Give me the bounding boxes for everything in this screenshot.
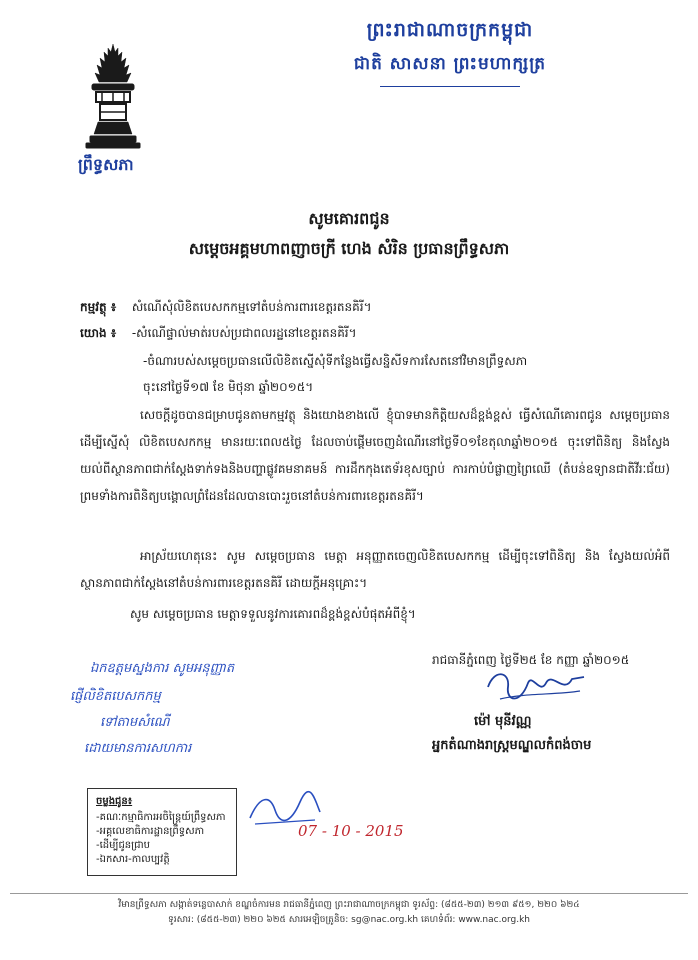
reference-line-3: ចុះនៅថ្ងៃទី១៧ ខែ មិថុនា ឆ្នាំ២០១៥។ xyxy=(143,380,314,394)
subject-label: កម្មវត្ថុ ៖ xyxy=(80,300,117,314)
reference-line-1: -សំណើផ្ទាល់មាត់របស់ប្រជាពលរដ្ឋនៅខេត្តរតនគិរី។ xyxy=(131,326,357,340)
salutation: សូមគោរពជូន xyxy=(308,209,390,228)
footer-contact: ទូរសារ: (៨៥៥-២៣) ២២០ ៦២៥ សារអេឡិចត្រូនិច: sg@nac.org.kh គេហទំព័រ: www.nac.org.kh xyxy=(168,915,530,925)
letter-date: រាជធានីភ្នំពេញ ថ្ងៃទី២៥ ខែ កញ្ញា ឆ្នាំ២០១៥ xyxy=(432,653,630,667)
signatory-title: អ្នកតំណាងរាស្ត្រមណ្ឌលកំពង់ចាម xyxy=(432,738,592,753)
handwritten-note-line-2: ផ្ញើលិខិតបេសកកម្ម xyxy=(70,689,161,704)
body-paragraph-3: សូម សម្តេចប្រធាន មេត្តាទទួលនូវការគោរពដ៏ខ្ពង់ខ្ពស់បំផុតអំពីខ្ញុំ។ xyxy=(130,607,416,621)
cc-box xyxy=(87,788,237,876)
subject-row xyxy=(80,298,371,316)
cc-item: -ឯកសារ-កាលប្បវត្តិ xyxy=(96,854,170,865)
motto-divider xyxy=(380,86,520,87)
handwritten-note-line-4: ដោយមានការសហការ xyxy=(84,741,192,756)
reference-label: យោង ៖ xyxy=(80,326,117,340)
cc-item: -អគ្គលេខាធិការដ្ឋានព្រឹទ្ធសភា xyxy=(96,826,205,837)
footer-divider xyxy=(10,893,688,894)
senate-emblem-icon xyxy=(82,42,144,150)
institution-name: ព្រឹទ្ធសភា xyxy=(78,155,134,174)
cc-item: -ដើម្បីជូនជ្រាប xyxy=(96,840,150,851)
cc-item: -គណៈកម្មាធិការអចិន្ត្រៃយ៍ព្រឹទ្ធសភា xyxy=(96,812,226,823)
kingdom-title: ព្រះរាជាណាចក្រកម្ពុជា xyxy=(366,19,534,41)
cc-title: ចម្លងជូន៖ xyxy=(96,796,133,807)
signatory-name: ម៉ៅ មុនីវណ្ណ xyxy=(474,714,532,729)
body-paragraph-1: សេចក្តីដូចបានជម្រាបជូនតាមកម្មវត្ថុ និងយោងខាងលើ ខ្ញុំបាទមានកិត្តិយសដ៏ខ្ពង់ខ្ពស់ ធ្វើសំណើគោរពជូន សម្តេចប្រធាន ដើម្បីស្នើសុំ លិខិតបេសកកម្ម មានរយៈពេល៥ថ្ងៃ ដែលចាប់ផ្តើមចេញដំណើរនៅថ្ងៃទី០១ខែតុលាឆ្នាំ២០១៥ ចុះទៅពិនិត្យ និងស្វែងយល់ពីស្ថានភាពជាក់ស្តែងទាក់ទងនិងបញ្ហាផ្លូវគមនាគមន៍ ការដឹកកុងតេទ័រខុសច្បាប់ ការកាប់បំផ្លាញព្រៃឈើ (តំបន់ឧទ្យានជាតិវីរៈជ័យ) ព្រមទាំងការពិនិត្យបង្គោលព្រំដែនដែលបានបោះរួចនៅតំបន់ការពារខេត្តរតនគិរី។ xyxy=(80,408,670,503)
handwritten-date: 07 - 10 - 2015 xyxy=(298,822,404,840)
addressee: សម្តេចអគ្គមហាពញាចក្រី ហេង សំរិន ប្រធានព្រឹទ្ធសភា xyxy=(188,239,510,258)
body-paragraph-2: អាស្រ័យហេតុនេះ សូម សម្តេចប្រធាន មេត្តា អនុញ្ញាតចេញលិខិតបេសកកម្ម ដើម្បីចុះទៅពិនិត្យ និង ស្វែងយល់អំពីស្ថានភាពជាក់ស្តែងនៅតំបន់ការពារខេត្តរតនគិរី ដោយក្តីអនុគ្រោះ។ xyxy=(80,549,670,590)
reference-row xyxy=(80,324,357,342)
handwritten-note-line-3: ទៅតាមសំណើ xyxy=(100,715,170,730)
footer-address: វិមានព្រឹទ្ធសភា សង្កាត់ទន្លេបាសាក់ ខណ្ឌចំការមន រាជធានីភ្នំពេញ ព្រះរាជាណាចក្រកម្ពុជា ទូរស័ព្ទ: (៨៥៥-២៣) ២១៣ ៩៥១, ២២០ ៦២៤ xyxy=(118,900,580,910)
reference-line-2: -ចំណារបស់សម្តេចប្រធានលើលិខិតស្នើសុំទីកន្លែងធ្វើសន្និសីទការសែតនៅវិមានព្រឹទ្ធសភា xyxy=(143,354,528,368)
national-motto: ជាតិ សាសនា ព្រះមហាក្សត្រ xyxy=(353,54,547,74)
signature-icon xyxy=(480,665,590,710)
handwritten-note-line-1: ឯកឧត្តមស្នងការ សូមអនុញ្ញាត xyxy=(90,661,235,676)
subject-text: សំណើសុំលិខិតបេសកកម្មទៅតំបន់ការពារខេត្តរតនគិរី។ xyxy=(131,300,372,314)
